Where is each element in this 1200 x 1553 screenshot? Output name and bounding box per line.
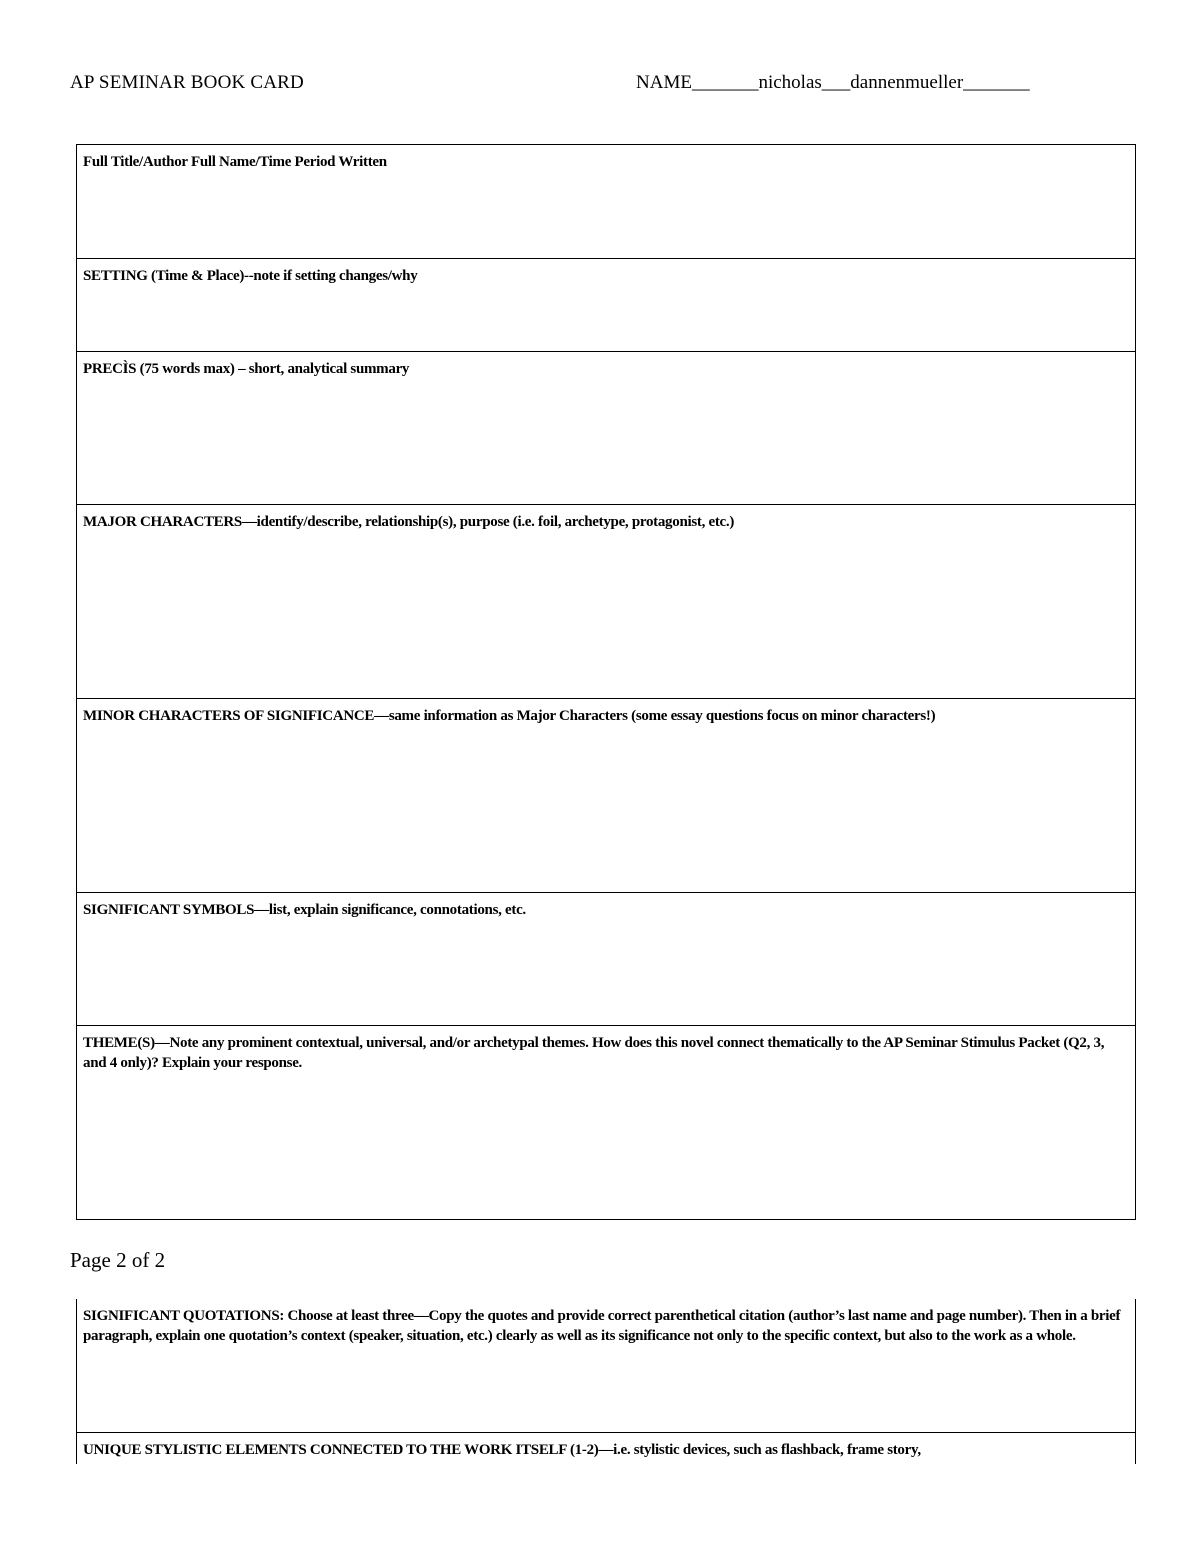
row-significant-quotations-label: SIGNIFICANT QUOTATIONS:: [83, 1308, 285, 1324]
row-significant-quotations-desc: Choose at least three—Copy the quotes and provide correct parenthetical citation (author’s last name and page number). Then in a brief paragraph, explain one quotation’s context (speaker, situation, etc.) clearly as well as its significance not only to the specific context, but also to the work as a whole.: [83, 1308, 1121, 1344]
name-value: _______nicholas___dannenmueller_______: [691, 72, 1030, 93]
row-precis: [77, 352, 1135, 505]
row-minor-characters-desc: —same information as Major Characters (some essay questions focus on minor characters!): [374, 708, 936, 724]
row-setting: [77, 259, 1135, 352]
row-precis-label: PRECÌS (75 words max): [83, 361, 235, 377]
row-minor-characters-label: MINOR CHARACTERS OF SIGNIFICANCE: [83, 708, 375, 724]
document-title: AP SEMINAR BOOK CARD: [70, 72, 304, 93]
row-setting-desc: --note if setting changes/why: [244, 268, 418, 284]
name-line: [636, 72, 1030, 94]
row-stylistic-elements: [77, 1433, 1135, 1464]
row-minor-characters: [77, 699, 1135, 893]
row-major-characters-label: MAJOR CHARACTERS: [83, 514, 242, 530]
book-card-table-page1: [76, 144, 1136, 1220]
row-stylistic-elements-label: UNIQUE STYLISTIC ELEMENTS CONNECTED TO THE WORK ITSELF (1-2): [83, 1442, 599, 1458]
row-significant-quotations: [77, 1299, 1135, 1433]
row-themes: [77, 1026, 1135, 1219]
row-title-author: [77, 145, 1135, 259]
page-number-label: Page 2 of 2: [70, 1248, 166, 1272]
row-themes-label: THEME(S): [83, 1035, 155, 1051]
row-title-author-label: Full Title/Author Full Name/Time Period Written: [83, 154, 387, 170]
row-significant-symbols: [77, 893, 1135, 1026]
row-significant-symbols-desc: —list, explain significance, connotations, etc.: [254, 902, 526, 918]
row-setting-label: SETTING (Time & Place): [83, 268, 245, 284]
row-precis-desc: – short, analytical summary: [234, 361, 410, 377]
row-major-characters-desc: —identify/describe, relationship(s), purpose (i.e. foil, archetype, protagonist, etc.): [241, 514, 735, 530]
row-significant-symbols-label: SIGNIFICANT SYMBOLS: [83, 902, 255, 918]
row-major-characters: [77, 505, 1135, 699]
row-stylistic-elements-desc: —i.e. stylistic devices, such as flashback, frame story,: [598, 1442, 921, 1458]
row-themes-desc: —Note any prominent contextual, universal, and/or archetypal themes. How does this novel connect thematically to the AP Seminar Stimulus Packet (Q2, 3, and 4 only)? Explain your response.: [83, 1035, 1105, 1071]
book-card-table-page2: [76, 1299, 1136, 1464]
name-label: NAME: [636, 72, 692, 93]
